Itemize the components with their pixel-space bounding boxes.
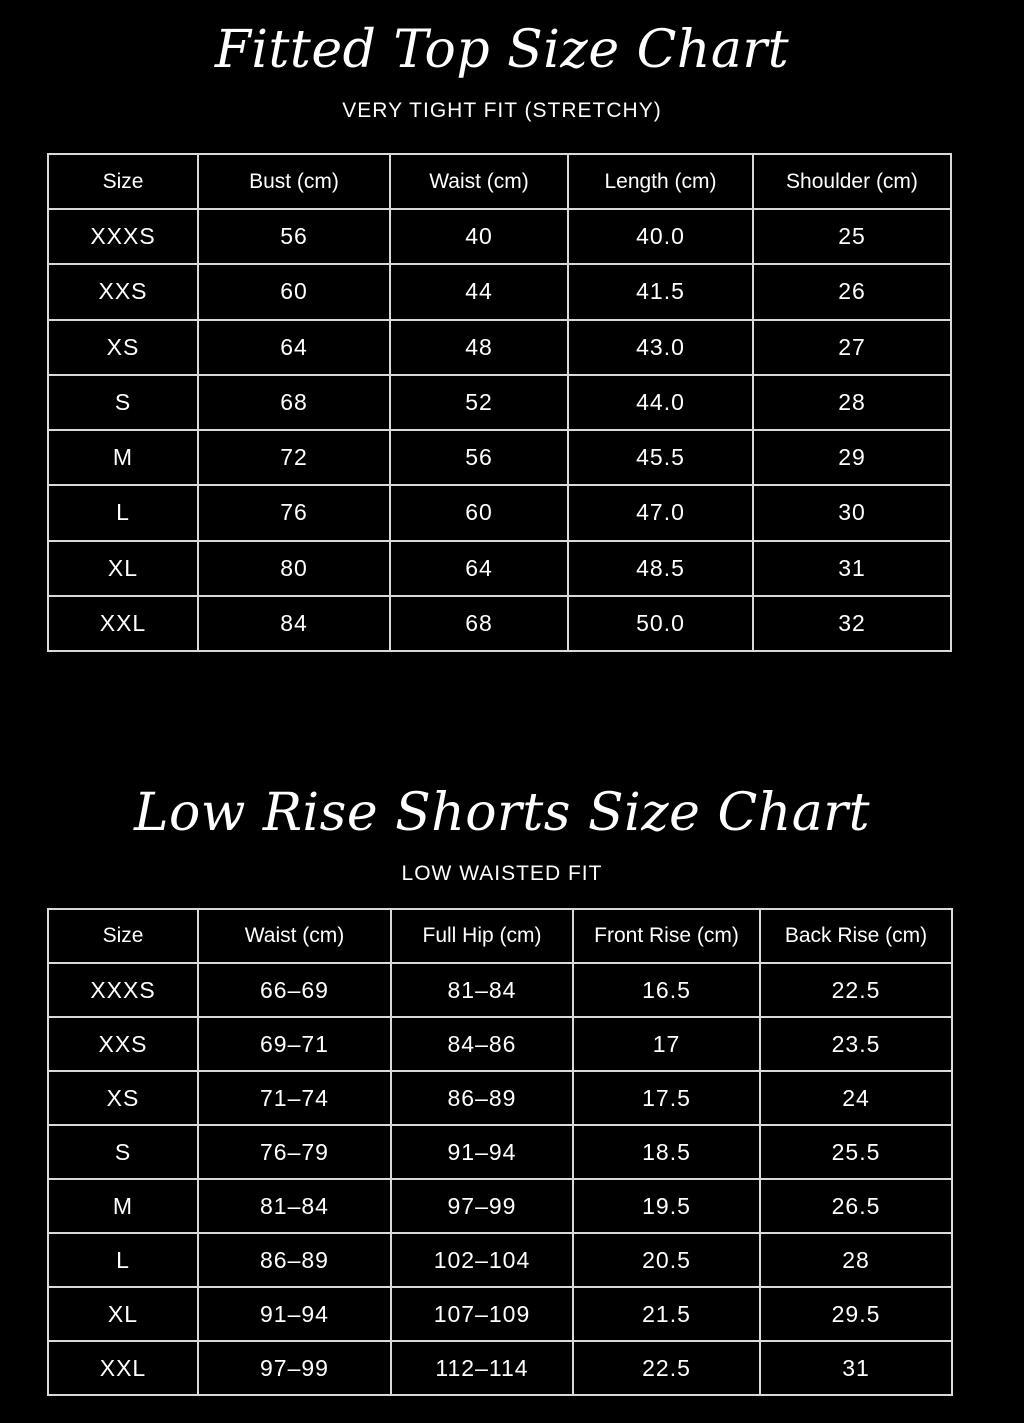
size-cell: XS bbox=[48, 320, 198, 375]
table-row bbox=[48, 1341, 952, 1395]
front-rise-cell: 17 bbox=[573, 1017, 760, 1071]
fitted-top-title: Fitted Top Size Chart bbox=[214, 20, 790, 80]
length-cell: 40.0 bbox=[568, 209, 753, 264]
length-cell: 44.0 bbox=[568, 375, 753, 430]
back-rise-cell: 26.5 bbox=[760, 1179, 952, 1233]
shoulder-cell: 28 bbox=[753, 375, 951, 430]
column-header-size: Size bbox=[48, 154, 198, 209]
column-header-shoulder: Shoulder (cm) bbox=[753, 154, 951, 209]
shoulder-cell: 31 bbox=[753, 541, 951, 596]
length-cell: 41.5 bbox=[568, 264, 753, 319]
waist-cell: 60 bbox=[390, 485, 568, 540]
waist-cell: 97–99 bbox=[198, 1341, 391, 1395]
waist-cell: 44 bbox=[390, 264, 568, 319]
table-row bbox=[48, 320, 951, 375]
front-rise-cell: 21.5 bbox=[573, 1287, 760, 1341]
table-row bbox=[48, 264, 951, 319]
fitted-top-subtitle: VERY TIGHT FIT (STRETCHY) bbox=[342, 99, 662, 122]
bust-cell: 56 bbox=[198, 209, 390, 264]
column-header-size: Size bbox=[48, 909, 198, 963]
size-cell: M bbox=[48, 430, 198, 485]
table-header-row bbox=[48, 154, 951, 209]
table-row bbox=[48, 596, 951, 651]
full-hip-cell: 81–84 bbox=[391, 963, 573, 1017]
table-header-row bbox=[48, 909, 952, 963]
front-rise-cell: 20.5 bbox=[573, 1233, 760, 1287]
size-cell: XL bbox=[48, 541, 198, 596]
table-row bbox=[48, 375, 951, 430]
column-header-waist: Waist (cm) bbox=[198, 909, 391, 963]
size-cell: L bbox=[48, 485, 198, 540]
waist-cell: 69–71 bbox=[198, 1017, 391, 1071]
table-row bbox=[48, 1125, 952, 1179]
shoulder-cell: 29 bbox=[753, 430, 951, 485]
length-cell: 48.5 bbox=[568, 541, 753, 596]
back-rise-cell: 28 bbox=[760, 1233, 952, 1287]
back-rise-cell: 22.5 bbox=[760, 963, 952, 1017]
size-cell: XXL bbox=[48, 596, 198, 651]
low-rise-shorts-size-table bbox=[47, 908, 953, 1396]
column-header-back-rise: Back Rise (cm) bbox=[760, 909, 952, 963]
shoulder-cell: 25 bbox=[753, 209, 951, 264]
column-header-length: Length (cm) bbox=[568, 154, 753, 209]
table-row bbox=[48, 485, 951, 540]
size-cell: L bbox=[48, 1233, 198, 1287]
waist-cell: 76–79 bbox=[198, 1125, 391, 1179]
waist-cell: 66–69 bbox=[198, 963, 391, 1017]
size-cell: XXXS bbox=[48, 963, 198, 1017]
bust-cell: 76 bbox=[198, 485, 390, 540]
front-rise-cell: 19.5 bbox=[573, 1179, 760, 1233]
table-row bbox=[48, 1179, 952, 1233]
size-cell: M bbox=[48, 1179, 198, 1233]
column-header-waist: Waist (cm) bbox=[390, 154, 568, 209]
length-cell: 43.0 bbox=[568, 320, 753, 375]
full-hip-cell: 91–94 bbox=[391, 1125, 573, 1179]
full-hip-cell: 97–99 bbox=[391, 1179, 573, 1233]
back-rise-cell: 31 bbox=[760, 1341, 952, 1395]
waist-cell: 40 bbox=[390, 209, 568, 264]
low-rise-shorts-subtitle: LOW WAISTED FIT bbox=[401, 862, 603, 885]
table-row bbox=[48, 963, 952, 1017]
shoulder-cell: 26 bbox=[753, 264, 951, 319]
size-cell: S bbox=[48, 1125, 198, 1179]
bust-cell: 64 bbox=[198, 320, 390, 375]
bust-cell: 80 bbox=[198, 541, 390, 596]
size-cell: XXS bbox=[48, 264, 198, 319]
waist-cell: 48 bbox=[390, 320, 568, 375]
size-cell: XS bbox=[48, 1071, 198, 1125]
back-rise-cell: 25.5 bbox=[760, 1125, 952, 1179]
column-header-front-rise: Front Rise (cm) bbox=[573, 909, 760, 963]
front-rise-cell: 16.5 bbox=[573, 963, 760, 1017]
bust-cell: 60 bbox=[198, 264, 390, 319]
shoulder-cell: 30 bbox=[753, 485, 951, 540]
back-rise-cell: 24 bbox=[760, 1071, 952, 1125]
back-rise-cell: 29.5 bbox=[760, 1287, 952, 1341]
waist-cell: 91–94 bbox=[198, 1287, 391, 1341]
front-rise-cell: 18.5 bbox=[573, 1125, 760, 1179]
table-row bbox=[48, 1071, 952, 1125]
size-cell: XXS bbox=[48, 1017, 198, 1071]
table-row bbox=[48, 430, 951, 485]
table-row bbox=[48, 541, 951, 596]
front-rise-cell: 22.5 bbox=[573, 1341, 760, 1395]
waist-cell: 64 bbox=[390, 541, 568, 596]
full-hip-cell: 84–86 bbox=[391, 1017, 573, 1071]
full-hip-cell: 86–89 bbox=[391, 1071, 573, 1125]
column-header-bust: Bust (cm) bbox=[198, 154, 390, 209]
size-cell: XL bbox=[48, 1287, 198, 1341]
waist-cell: 68 bbox=[390, 596, 568, 651]
bust-cell: 68 bbox=[198, 375, 390, 430]
size-cell: S bbox=[48, 375, 198, 430]
length-cell: 50.0 bbox=[568, 596, 753, 651]
table-row bbox=[48, 209, 951, 264]
full-hip-cell: 102–104 bbox=[391, 1233, 573, 1287]
shoulder-cell: 27 bbox=[753, 320, 951, 375]
table-row bbox=[48, 1017, 952, 1071]
size-cell: XXXS bbox=[48, 209, 198, 264]
length-cell: 45.5 bbox=[568, 430, 753, 485]
shoulder-cell: 32 bbox=[753, 596, 951, 651]
waist-cell: 81–84 bbox=[198, 1179, 391, 1233]
full-hip-cell: 107–109 bbox=[391, 1287, 573, 1341]
waist-cell: 86–89 bbox=[198, 1233, 391, 1287]
back-rise-cell: 23.5 bbox=[760, 1017, 952, 1071]
size-cell: XXL bbox=[48, 1341, 198, 1395]
front-rise-cell: 17.5 bbox=[573, 1071, 760, 1125]
waist-cell: 56 bbox=[390, 430, 568, 485]
table-row bbox=[48, 1287, 952, 1341]
bust-cell: 72 bbox=[198, 430, 390, 485]
length-cell: 47.0 bbox=[568, 485, 753, 540]
bust-cell: 84 bbox=[198, 596, 390, 651]
table-row bbox=[48, 1233, 952, 1287]
waist-cell: 71–74 bbox=[198, 1071, 391, 1125]
low-rise-shorts-title: Low Rise Shorts Size Chart bbox=[133, 783, 871, 843]
fitted-top-size-table bbox=[47, 153, 952, 652]
waist-cell: 52 bbox=[390, 375, 568, 430]
full-hip-cell: 112–114 bbox=[391, 1341, 573, 1395]
column-header-full-hip: Full Hip (cm) bbox=[391, 909, 573, 963]
